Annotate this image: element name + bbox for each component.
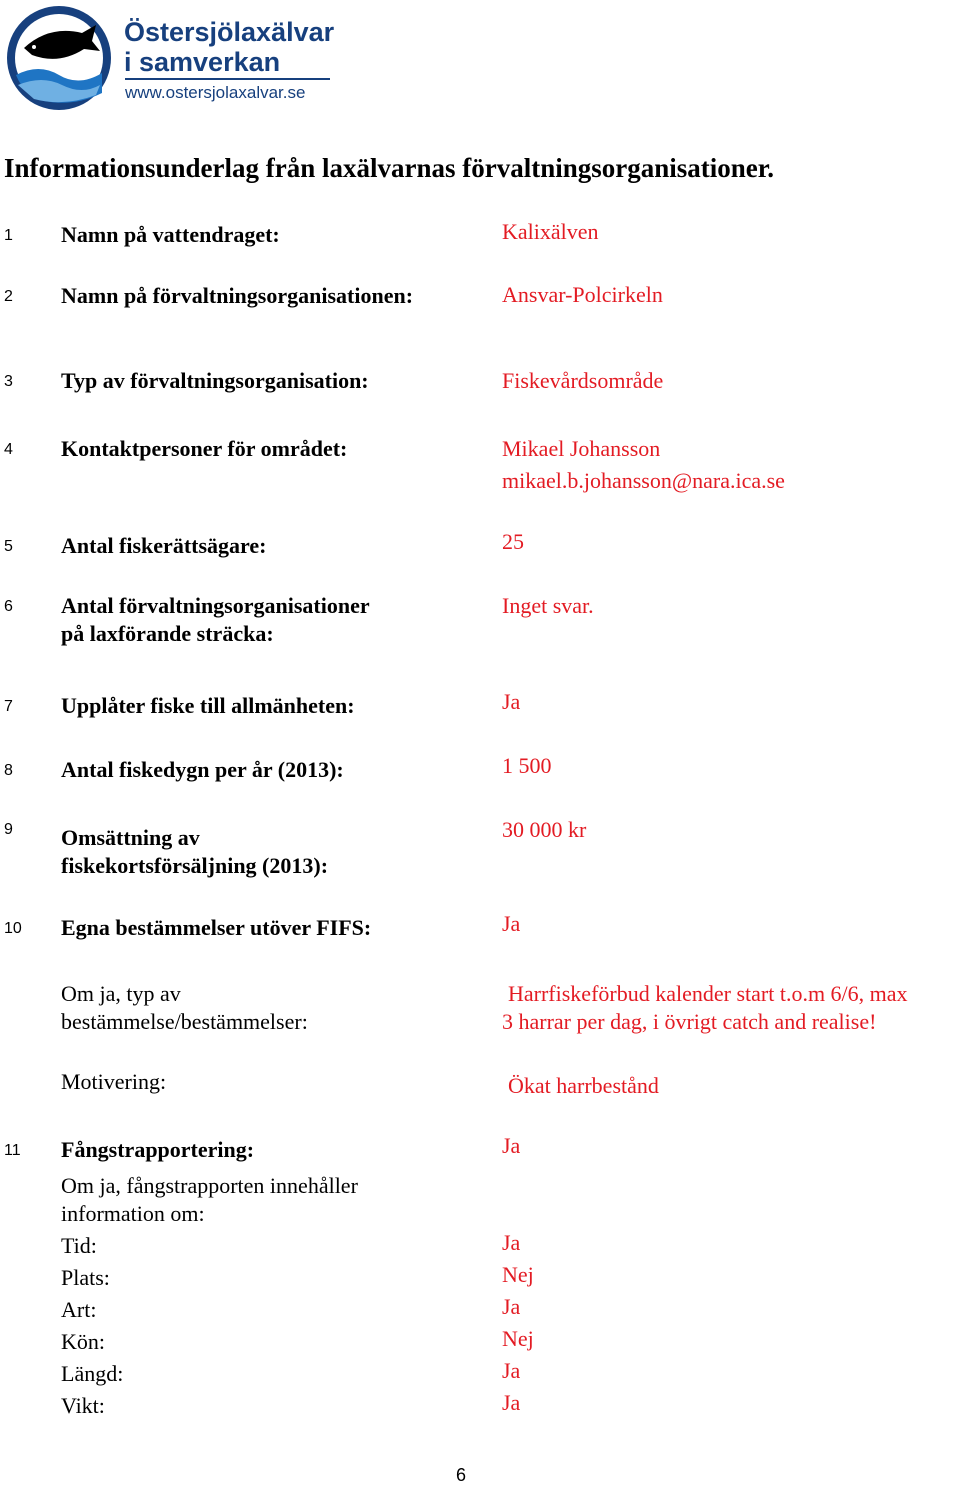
row-value: Ansvar-Polcirkeln bbox=[502, 282, 663, 307]
row-number: 7 bbox=[4, 698, 13, 715]
regulation-label: Om ja, typ av bbox=[61, 981, 181, 1006]
row-label-line2: på laxförande sträcka: bbox=[61, 621, 274, 646]
row-value: 25 bbox=[502, 529, 524, 554]
regulation-value-line2: 3 harrar per dag, i övrigt catch and realise! bbox=[502, 1009, 877, 1034]
row-number: 9 bbox=[4, 821, 13, 838]
catch-report-intro: Om ja, fångstrapporten innehåller bbox=[61, 1173, 358, 1198]
catch-item-value: Ja bbox=[502, 1294, 521, 1319]
row-label: Typ av förvaltningsorganisation: bbox=[61, 368, 369, 393]
regulation-label-line2: bestämmelse/bestämmelser: bbox=[61, 1009, 308, 1034]
row-value: Ja bbox=[502, 911, 521, 936]
motivation-value: Ökat harrbestånd bbox=[508, 1073, 659, 1098]
logo-title-line2: i samverkan bbox=[124, 47, 281, 77]
row-number: 5 bbox=[4, 538, 13, 555]
catch-item-value: Nej bbox=[502, 1326, 534, 1351]
contact-email: mikael.b.johansson@nara.ica.se bbox=[502, 468, 785, 493]
row-label: Antal förvaltningsorganisationer bbox=[61, 593, 370, 618]
row-label: Omsättning av bbox=[61, 825, 200, 850]
row-number: 1 bbox=[4, 227, 13, 244]
catch-item-label: Tid: bbox=[61, 1233, 97, 1258]
motivation-label: Motivering: bbox=[61, 1069, 167, 1094]
row-value: Fiskevårdsområde bbox=[502, 368, 664, 393]
catch-item-label: Vikt: bbox=[61, 1393, 105, 1418]
row-number: 6 bbox=[4, 598, 13, 615]
logo-url: www.ostersjolaxalvar.se bbox=[125, 83, 306, 102]
row-value: Inget svar. bbox=[502, 593, 594, 618]
row-number: 4 bbox=[4, 441, 13, 458]
page-number: 6 bbox=[456, 1465, 467, 1485]
row-value: Kalixälven bbox=[502, 219, 599, 244]
salmon-wave-icon bbox=[4, 3, 114, 113]
row-label-line2: fiskekortsförsäljning (2013): bbox=[61, 853, 329, 878]
page-title: Informationsunderlag från laxälvarnas förvaltningsorganisationer. bbox=[4, 153, 775, 183]
row-label: Kontaktpersoner för området: bbox=[61, 436, 348, 461]
row-label: Antal fiskerättsägare: bbox=[61, 533, 267, 558]
row-number: 10 bbox=[4, 920, 22, 937]
logo-divider bbox=[125, 78, 330, 80]
row-label: Antal fiskedygn per år (2013): bbox=[61, 757, 344, 782]
catch-item-label: Kön: bbox=[61, 1329, 105, 1354]
catch-report-intro-line2: information om: bbox=[61, 1201, 205, 1226]
row-value: 1 500 bbox=[502, 753, 552, 778]
row-label: Egna bestämmelser utöver FIFS: bbox=[61, 915, 372, 940]
row-label: Fångstrapportering: bbox=[61, 1137, 255, 1162]
catch-item-value: Ja bbox=[502, 1358, 521, 1383]
row-value: Ja bbox=[502, 689, 521, 714]
catch-item-label: Längd: bbox=[61, 1361, 124, 1386]
row-value: 30 000 kr bbox=[502, 817, 587, 842]
catch-item-label: Art: bbox=[61, 1297, 97, 1322]
contact-name: Mikael Johansson bbox=[502, 436, 661, 461]
logo-title-line1: Östersjölaxälvar bbox=[124, 17, 335, 47]
row-label: Namn på vattendraget: bbox=[61, 222, 280, 247]
catch-item-value: Nej bbox=[502, 1262, 534, 1287]
row-value: Ja bbox=[502, 1133, 521, 1158]
row-label: Upplåter fiske till allmänheten: bbox=[61, 693, 355, 718]
catch-item-value: Ja bbox=[502, 1230, 521, 1255]
row-number: 3 bbox=[4, 373, 13, 390]
logo bbox=[4, 3, 334, 113]
row-number: 2 bbox=[4, 288, 13, 305]
catch-item-value: Ja bbox=[502, 1390, 521, 1415]
row-number: 8 bbox=[4, 762, 13, 779]
catch-item-label: Plats: bbox=[61, 1265, 110, 1290]
row-label: Namn på förvaltningsorganisationen: bbox=[61, 283, 414, 308]
regulation-value: Harrfiskeförbud kalender start t.o.m 6/6, max bbox=[508, 981, 908, 1006]
row-number: 11 bbox=[4, 1142, 21, 1159]
